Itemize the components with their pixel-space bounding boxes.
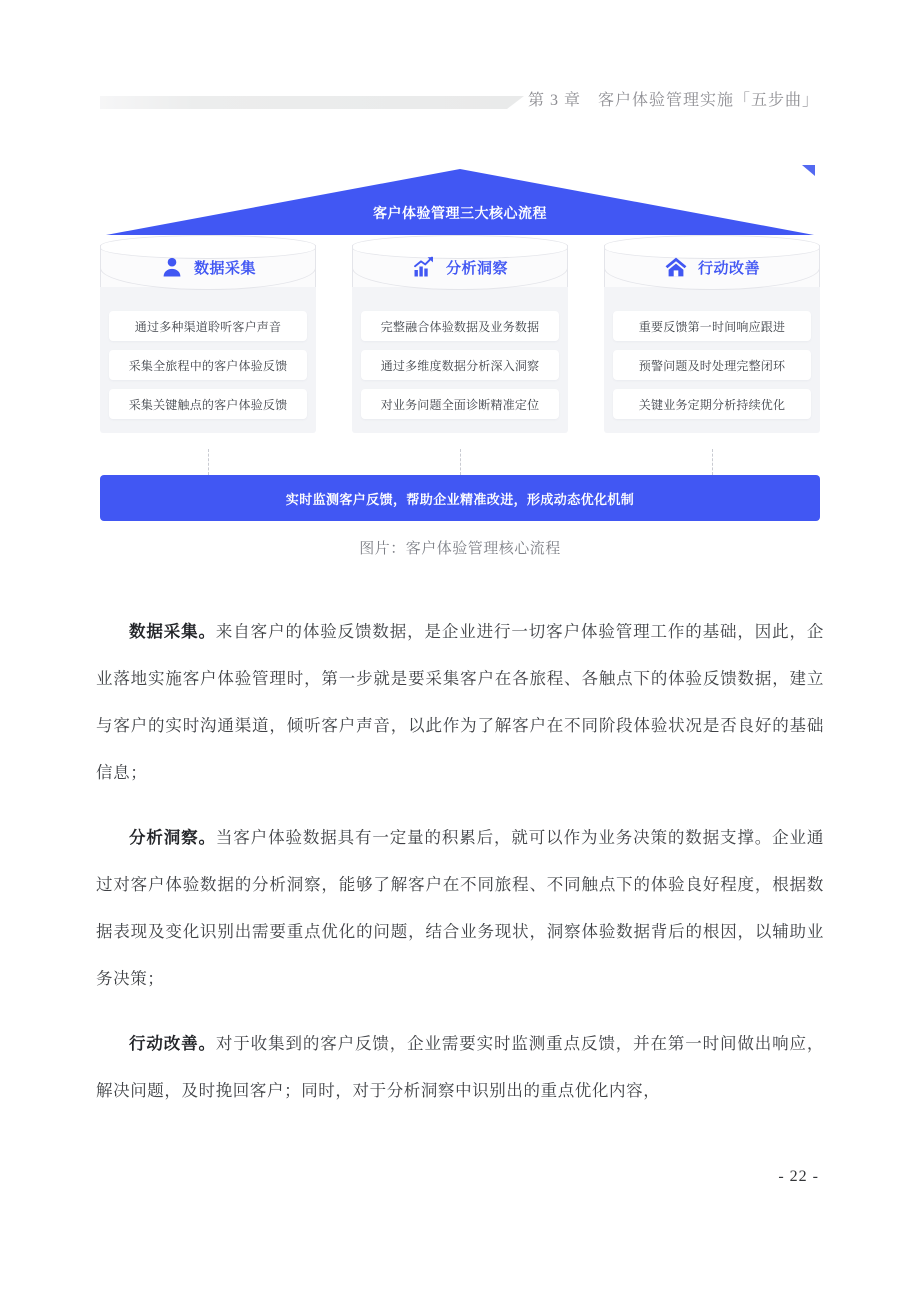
card-item: 采集关键触点的客户体验反馈 xyxy=(109,389,307,419)
card-item: 对业务问题全面诊断精准定位 xyxy=(361,389,559,419)
diagram-banner-title: 客户体验管理三大核心流程 xyxy=(373,205,547,221)
pillar-card-data-collection xyxy=(100,235,316,433)
pillar-card-action-improvement xyxy=(604,235,820,433)
pillar-card-list xyxy=(100,235,820,435)
paragraph-lead: 分析洞察。 xyxy=(129,828,216,847)
card-item-list xyxy=(109,311,307,419)
card-item: 完整融合体验数据及业务数据 xyxy=(361,311,559,341)
person-icon xyxy=(160,255,184,279)
card-title: 行动改善 xyxy=(697,259,760,277)
diagram-banner xyxy=(106,169,814,235)
card-item-list xyxy=(613,311,811,419)
triangle-shape xyxy=(106,169,814,235)
header-decoration-bar xyxy=(100,96,524,109)
card-item: 采集全旅程中的客户体验反馈 xyxy=(109,350,307,380)
paragraph-lead: 行动改善。 xyxy=(129,1034,216,1053)
bar-chart-growth-icon xyxy=(412,255,436,279)
paragraph-lead: 数据采集。 xyxy=(129,622,216,641)
page-number: - 22 - xyxy=(778,1168,819,1185)
connector-branch-middle xyxy=(460,449,461,475)
paragraph-analysis-insight xyxy=(96,814,824,1002)
card-item: 关键业务定期分析持续优化 xyxy=(613,389,811,419)
figure-caption: 图片：客户体验管理核心流程 xyxy=(359,541,561,557)
running-header xyxy=(0,88,919,122)
paragraph-data-collection xyxy=(96,608,824,796)
connector-branch-right xyxy=(712,449,713,475)
card-item: 重要反馈第一时间响应跟进 xyxy=(613,311,811,341)
pillar-card-analysis-insight xyxy=(352,235,568,433)
card-item-list xyxy=(361,311,559,419)
card-item: 通过多种渠道聆听客户声音 xyxy=(109,311,307,341)
chapter-title: 第 3 章 客户体验管理实施「五步曲」 xyxy=(527,92,819,109)
connector-branch-left xyxy=(208,449,209,475)
paragraph-text: 当客户体验数据具有一定量的积累后，就可以作为业务决策的数据支撑。企业通过对客户体验数据的分析洞察，能够了解客户在不同旅程、不同触点下的体验良好程度，根据数据表现及变化识别出需要重点优化的问题，结合业务现状，洞察体验数据背后的根因，以辅助业务决策； xyxy=(96,828,825,988)
card-title: 分析洞察 xyxy=(445,259,508,277)
diagram-summary-bar: 实时监测客户反馈，帮助企业精准改进，形成动态优化机制 xyxy=(100,475,820,521)
paragraph-text: 来自客户的体验反馈数据，是企业进行一切客户体验管理工作的基础，因此，企业落地实施客户体验管理时，第一步就是要采集客户在各旅程、各触点下的体验反馈数据，建立与客户的实时沟通渠道，倾听客户声音，以此作为了解客户在不同阶段体验状况是否良好的基础信息； xyxy=(96,622,825,782)
card-title: 数据采集 xyxy=(193,259,256,277)
paragraph-text: 对于收集到的客户反馈，企业需要实时监测重点反馈，并在第一时间做出响应，解决问题，及时挽回客户；同时，对于分析洞察中识别出的重点优化内容， xyxy=(96,1034,825,1100)
body-content xyxy=(96,608,824,1132)
home-icon xyxy=(664,255,688,279)
process-diagram xyxy=(100,155,820,575)
card-item: 预警问题及时处理完整闭环 xyxy=(613,350,811,380)
card-item: 通过多维度数据分析深入洞察 xyxy=(361,350,559,380)
paragraph-action-improvement xyxy=(96,1020,824,1114)
